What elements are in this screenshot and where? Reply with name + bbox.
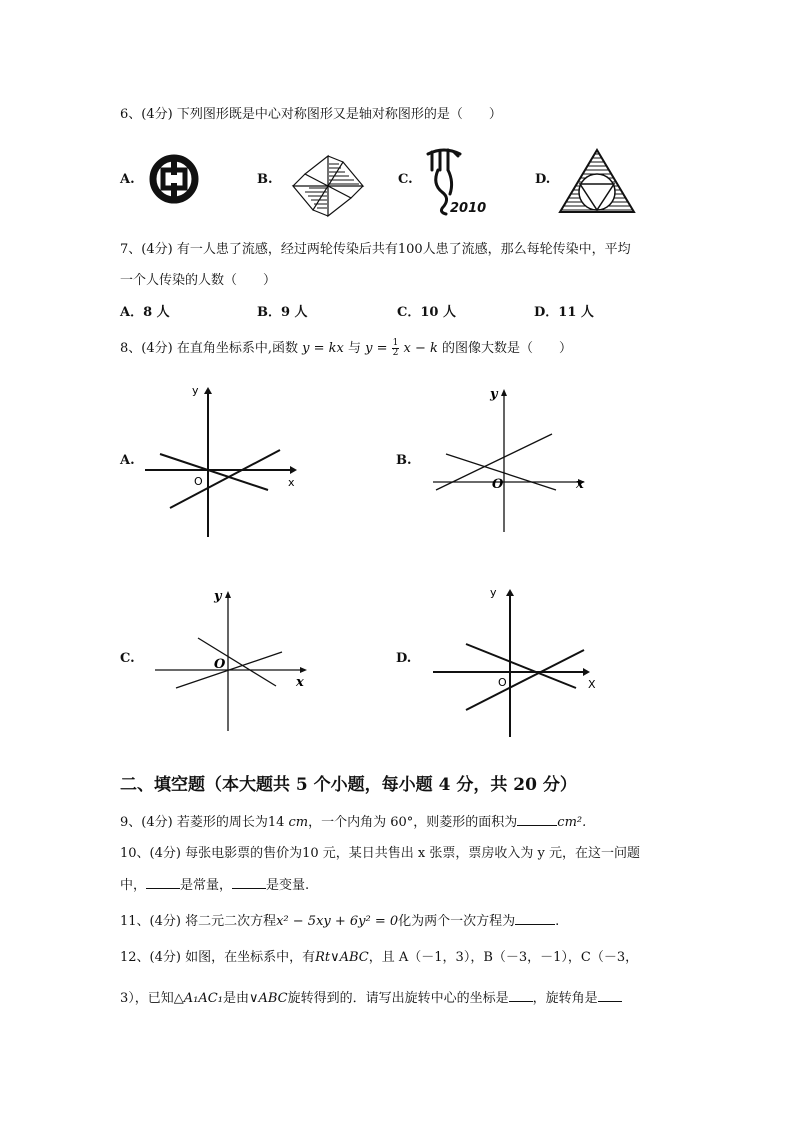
graph-a-y-label: y <box>192 384 199 397</box>
graph-b-x-label: x <box>576 477 584 492</box>
q8-mid: 与 <box>347 341 361 356</box>
q8-func2-right: x − k <box>403 341 438 356</box>
graph-c <box>150 586 320 736</box>
q8-fraction: $\frac{1}{2}$ <box>392 338 399 358</box>
q7-option-b[interactable]: B．9 人 <box>257 305 308 320</box>
q12-line2: 3），已知△A₁AC₁是由∨ABC旋转得到的．请写出旋转中心的坐标是 ，旋转角是 <box>120 987 622 1006</box>
graph-c-origin: O <box>214 657 226 672</box>
q10-line2: 中， 是常量， 是变量. <box>120 874 309 893</box>
q7-option-a[interactable]: A．8 人 <box>120 305 170 320</box>
q8-option-c[interactable]: C. <box>120 651 135 666</box>
q10-blank-constant[interactable] <box>146 874 180 889</box>
q8-prefix: 8、(4分) 在直角坐标系中,函数 <box>120 341 298 356</box>
q12-line1: 12、(4分) 如图，在坐标系中，有Rt∨ABC，且 A（－1，3），B（－3，－1），C（－3， <box>120 950 639 965</box>
graph-c-line-2 <box>198 638 276 686</box>
graph-a <box>140 382 310 542</box>
graph-a-line-1 <box>170 450 280 508</box>
section2-title: 二、填空题（本大题共 5 个小题，每小题 4 分，共 20 分） <box>120 775 577 795</box>
graph-a-x-label: x <box>288 476 295 489</box>
graph-c-y-label: y <box>214 589 222 604</box>
q11-answer-blank[interactable] <box>515 910 555 925</box>
graph-d-line-1 <box>466 650 584 710</box>
q7-line1: 7、(4分) 有一人患了流感，经过两轮传染后共有100人患了流感，那么每轮传染中，平均 <box>120 242 631 257</box>
graph-d-y-label: y <box>490 586 497 599</box>
q8-option-b[interactable]: B. <box>396 453 412 468</box>
q12-angle-blank[interactable] <box>598 987 622 1002</box>
q8-suffix: 的图像大数是（ ） <box>442 341 573 356</box>
q12-center-blank[interactable] <box>509 987 533 1002</box>
q9: 9、(4分) 若菱形的周长为14 cm，一个内角为 60°，则菱形的面积为 cm². <box>120 811 586 830</box>
q6-option-d[interactable]: D. <box>535 172 551 187</box>
q6-option-a[interactable]: A. <box>120 172 135 187</box>
bank-logo-icon <box>146 154 202 204</box>
q10-line1: 10、(4分) 每张电影票的售价为10 元，某日共售出 x 张票，票房收入为 y 元，在这一问题 <box>120 846 640 861</box>
q7-option-d[interactable]: D．11 人 <box>534 305 594 320</box>
q9-answer-blank[interactable] <box>517 811 557 826</box>
expo-year-text: 2010 <box>450 201 487 216</box>
graph-b-y-label: y <box>490 387 498 402</box>
q8-func2-left: y = <box>365 341 388 356</box>
q10-blank-variable[interactable] <box>232 874 266 889</box>
graph-d-x-label: X <box>588 678 596 691</box>
triangle-circle-figure-icon <box>558 148 636 214</box>
expo-emblem-icon <box>424 144 494 218</box>
q7-line2: 一个人传染的人数（ ） <box>120 273 277 288</box>
q7-option-c[interactable]: C．10 人 <box>397 305 456 320</box>
graph-c-x-label: x <box>296 675 304 690</box>
graph-b <box>428 384 598 539</box>
q8-option-d[interactable]: D. <box>396 651 412 666</box>
q6-stem: 6、(4分) 下列图形既是中心对称图形又是轴对称图形的是（ ） <box>120 107 502 122</box>
pinwheel-figure-icon <box>283 150 373 222</box>
q8-stem <box>120 337 572 358</box>
q8-option-a[interactable]: A. <box>120 453 135 468</box>
q11: 11、(4分) 将二元二次方程x² − 5xy + 6y² = 0化为两个一次方程为 . <box>120 910 559 929</box>
graph-d-origin: O <box>498 676 507 689</box>
q8-func1: y = kx <box>302 341 344 356</box>
graph-a-origin: O <box>194 475 203 488</box>
graph-d <box>428 582 608 742</box>
q6-option-b[interactable]: B. <box>257 172 273 187</box>
graph-b-origin: O <box>492 477 504 492</box>
q6-option-c[interactable]: C. <box>398 172 413 187</box>
